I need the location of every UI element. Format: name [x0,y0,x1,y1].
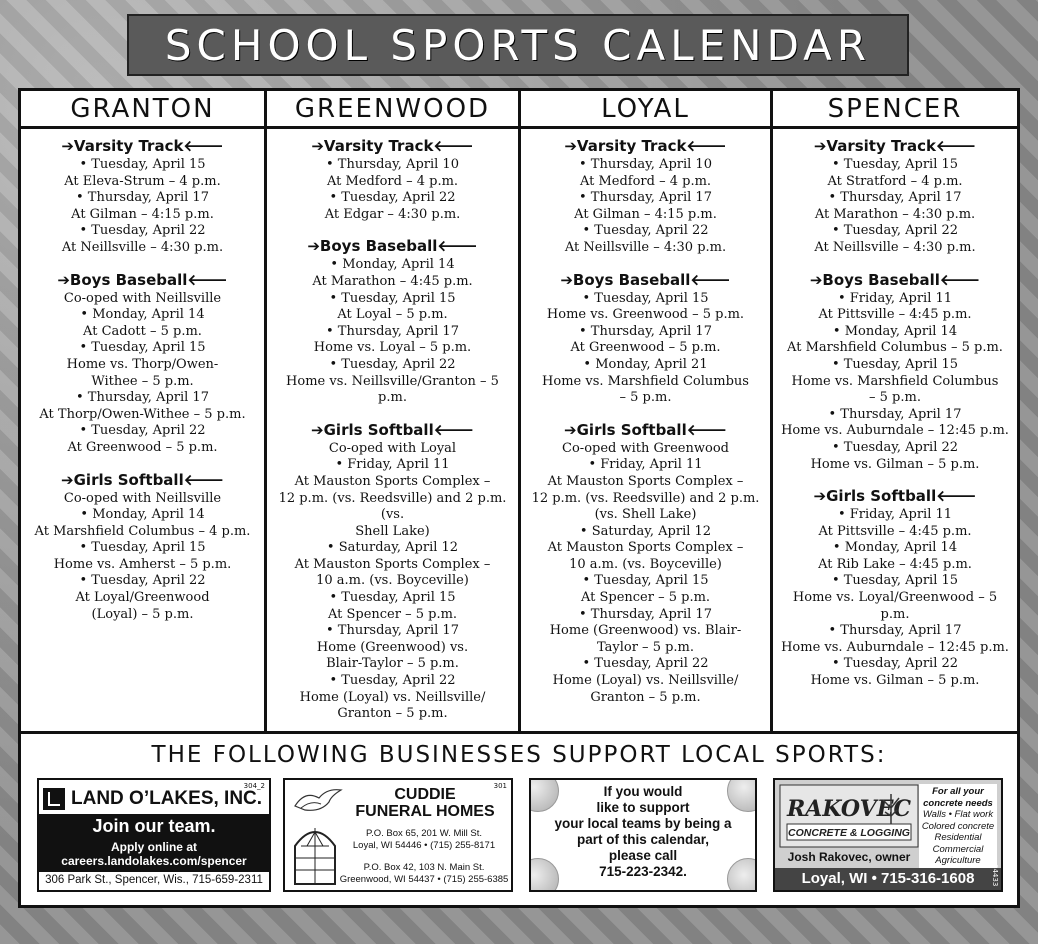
schedule-line: Home vs. Amherst – 5 p.m. [53,556,232,572]
sport-title: ➔Varsity Track🡐 [311,137,474,155]
landolakes-name: LAND O’LAKES, INC. [71,788,263,809]
schedule-line: • Monday, April 14 [330,257,455,273]
schedule-line: • Friday, April 11 [837,290,953,306]
schedule-line: Home vs. Loyal – 5 p.m. [313,340,472,356]
schedule-line: • Tuesday, April 22 [79,573,206,589]
school-name: LOYAL [521,91,770,129]
school-column-loyal [521,91,773,731]
schedule-line: At Marathon – 4:30 p.m. [814,206,976,222]
cuddie-name: CUDDIE FUNERAL HOMES [355,786,495,820]
sport-block [777,487,1013,690]
schedule-line: At Pittsville – 4:45 p.m. [818,307,972,323]
schedule-line: At Stratford – 4 p.m. [827,173,963,189]
rakovec-services: For all your concrete needs Walls • Flat work Colored concrete Residential Commercial Agriculture [919,784,997,869]
schedule-line: At Marshfield Columbus – 4 p.m. [34,523,251,539]
cuddie-ad [283,778,513,892]
sport-title: ➔Boys Baseball🡐 [560,270,731,289]
schedule-line: At Greenwood – 5 p.m. [570,340,721,356]
schedule-line: • Thursday, April 17 [326,323,459,339]
dove-icon [291,786,345,816]
sport-block [25,271,260,457]
rakovec-logo [779,784,919,848]
schedule-line: • Monday, April 14 [832,323,958,339]
landolakes-ad [37,778,271,892]
schedule-line: • Tuesday, April 22 [329,356,456,372]
schedule-line: • Thursday, April 17 [579,323,712,339]
schedule-line: • Thursday, April 17 [828,406,962,422]
sport-block [25,471,260,624]
schedule-line: At Medford – 4 p.m. [579,173,712,189]
schedule-line: Home vs. Loyal/Greenwood – 5 p.m. [792,590,998,622]
schedule-line: Co-oped with Neillsville [63,290,222,306]
schedule-line: • Friday, April 11 [837,507,953,523]
school-name: GREENWOOD [267,91,518,129]
sport-block [777,137,1013,257]
schedule-list [267,129,518,723]
schedule-line: At Spencer – 5 p.m. [327,606,458,622]
schedule-line: • Tuesday, April 22 [329,190,456,206]
rakovec-contact: Loyal, WI • 715-316-1608 [775,868,1001,890]
landolakes-logo [43,786,265,812]
sport-block [271,137,514,223]
schedule-line: At Gilman – 4:15 p.m. [71,206,214,222]
schedule-list [21,129,264,623]
schedule-line: • Monday, April 14 [80,507,205,523]
cuddie-address-greenwood: P.O. Box 42, 103 N. Main St. Greenwood, WI 54437 • (715) 255-6385 [339,862,509,885]
schedule-line: At Spencer – 5 p.m. [580,590,711,606]
schedule-line: Home vs. Auburndale – 12:45 p.m. [781,639,1009,655]
sport-title: ➔Varsity Track🡐 [61,137,224,155]
schedule-line: • Saturday, April 12 [579,523,712,539]
schedule-line: Home vs. Neillsville/Granton – 5 p.m. [286,373,499,406]
schedule-line: • Tuesday, April 22 [831,223,959,239]
schedule-line: • Thursday, April 17 [76,190,209,206]
school-column-spencer [773,91,1017,731]
schedule-line: At Gilman – 4:15 p.m. [574,206,717,222]
schedule-line: • Tuesday, April 15 [831,157,959,172]
sport-title: ➔Girls Softball🡐 [61,470,224,489]
schedule-line: • Tuesday, April 15 [79,540,206,556]
rakovec-logo-name: RAKOVEC [787,796,912,822]
support-text: If you would like to support your local teams by being a part of this calendar, please call 715-223-2342. [554,784,732,879]
schedule-line: Home (Greenwood) vs. Blair- Taylor – 5 p.m. [549,623,742,655]
schedule-line: • Tuesday, April 22 [831,656,959,672]
schedule-line: • Thursday, April 17 [326,623,459,639]
ad-tag: 304_2 [243,782,265,790]
schedule-line: • Tuesday, April 15 [831,356,959,372]
schedule-line: • Thursday, April 10 [579,157,712,172]
schedule-line: At Pittsville – 4:45 p.m. [818,523,972,539]
schedule-line: • Monday, April 21 [583,356,708,372]
schedule-line: Co-oped with Loyal [328,440,457,456]
schedule-line: • Friday, April 11 [335,457,450,473]
schedule-list [521,129,770,706]
schedule-line: At Mauston Sports Complex – 10 a.m. (vs. Boyceville) [294,556,491,589]
schedule-line: At Neillsville – 4:30 p.m. [564,239,727,255]
schedule-line: At Thorp/Owen-Withee – 5 p.m. [39,406,246,422]
schedule-line: • Tuesday, April 22 [582,223,709,239]
school-name: SPENCER [773,91,1017,129]
schedule-line: • Tuesday, April 22 [79,423,206,439]
school-column-granton [21,91,267,731]
landolakes-apply: Apply online at [110,840,197,854]
schedule-line: • Tuesday, April 15 [582,573,709,589]
schedule-line: Home vs. Marshfield Columbus – 5 p.m. [542,373,749,406]
sponsor-section [18,734,1020,908]
schedule-line: • Saturday, April 12 [326,540,459,556]
schedule-line: Home vs. Gilman – 5 p.m. [810,456,980,472]
schedule-line: • Thursday, April 17 [828,623,962,639]
sport-block [25,137,260,257]
schedule-line: At Neillsville – 4:30 p.m. [814,239,976,255]
schedule-line: • Thursday, April 10 [326,157,459,172]
schedule-line: At Eleva-Strum – 4 p.m. [64,173,221,189]
schedule-line: At Edgar – 4:30 p.m. [324,206,461,222]
schedule-line: Home vs. Thorp/Owen- Withee – 5 p.m. [66,356,219,389]
schedule-line: • Tuesday, April 15 [79,340,206,356]
sport-title: ➔Boys Baseball🡐 [307,237,478,256]
schedule-line: At Loyal – 5 p.m. [337,307,448,323]
schedule-line: At Cadott – 5 p.m. [83,323,202,339]
schedule-line: Home (Loyal) vs. Neillsville/ Granton – 5 p.m. [552,673,739,705]
schedule-line: • Monday, April 14 [80,307,205,323]
schedule-line: Home vs. Marshfield Columbus – 5 p.m. [791,373,999,406]
schedule-line: Home vs. Gilman – 5 p.m. [810,673,980,689]
sport-block [271,421,514,723]
schedule-line: Home vs. Auburndale – 12:45 p.m. [781,423,1009,439]
schedule-line: • Thursday, April 17 [579,190,712,206]
schedule-list [773,129,1017,690]
schedule-line: At Medford – 4 p.m. [326,173,459,189]
schedule-line: • Friday, April 11 [588,457,703,473]
title-banner [127,14,909,76]
rakovec-owner: Josh Rakovec, owner [787,850,911,864]
schedule-line: Co-oped with Greenwood [562,440,729,456]
sport-title: ➔Girls Softball🡐 [564,420,727,439]
sport-block [525,271,766,407]
calendar-grid [18,88,1020,734]
schedule-line: At Neillsville – 4:30 p.m. [61,239,224,255]
school-column-greenwood [267,91,521,731]
support-ad [529,778,757,892]
landolakes-url[interactable]: careers.landolakes.com/spencer [61,854,247,868]
schedule-line: • Tuesday, April 15 [329,590,456,606]
schedule-line: Home (Loyal) vs. Neillsville/ Granton – 5 p.m. [299,689,486,722]
school-name: GRANTON [21,91,264,129]
page-title: SCHOOL SPORTS CALENDAR [164,20,872,70]
schedule-line: At Mauston Sports Complex – 12 p.m. (vs. Reedsville) and 2 p.m. (vs. Shell Lake) [531,473,760,523]
sport-block [525,421,766,707]
schedule-line: At Greenwood – 5 p.m. [67,439,218,455]
schedule-line: • Tuesday, April 15 [831,573,959,589]
schedule-line: Home (Greenwood) vs. Blair-Taylor – 5 p.m. [316,639,469,672]
stained-glass-icon [293,824,337,886]
schedule-line: Co-oped with Neillsville [63,490,222,506]
schedule-line: At Rib Lake – 4:45 p.m. [818,556,972,572]
schedule-line: • Tuesday, April 15 [79,157,206,172]
sport-title: ➔Varsity Track🡐 [564,137,727,155]
schedule-line: At Mauston Sports Complex – 12 p.m. (vs. Reedsville) and 2 p.m. (vs. Shell Lake) [278,473,507,539]
schedule-line: • Tuesday, April 22 [831,439,959,455]
landolakes-mark-icon [43,788,65,810]
landolakes-banner [39,814,269,872]
schedule-line: • Thursday, April 17 [76,390,209,406]
schedule-line: At Loyal/Greenwood (Loyal) – 5 p.m. [75,590,210,622]
sport-title: ➔Boys Baseball🡐 [57,270,228,289]
sport-title: ➔Boys Baseball🡐 [809,270,981,289]
rakovec-logo-sub: CONCRETE & LOGGING [788,827,910,839]
schedule-line: At Marathon – 4:45 p.m. [312,273,473,289]
ad-tag: 64433 [991,863,999,886]
schedule-line: • Tuesday, April 22 [79,223,206,239]
landolakes-address: 306 Park St., Spencer, Wis., 715-659-2311 [45,874,263,886]
sport-title: ➔Varsity Track🡐 [813,137,977,155]
schedule-line: • Tuesday, April 15 [329,290,456,306]
ad-tag: 301 [493,782,507,790]
schedule-line: At Marshfield Columbus – 5 p.m. [787,340,1003,356]
rakovec-ad [773,778,1003,892]
schedule-line: • Monday, April 14 [832,540,958,556]
schedule-line: Home vs. Greenwood – 5 p.m. [546,307,745,323]
schedule-line: • Tuesday, April 15 [582,290,709,306]
sponsor-heading: THE FOLLOWING BUSINESSES SUPPORT LOCAL SPORTS: [151,742,887,768]
sport-block [525,137,766,257]
schedule-line: • Tuesday, April 22 [582,656,709,672]
cuddie-address-loyal: P.O. Box 65, 201 W. Mill St. Loyal, WI 54446 • (715) 255-8171 [352,828,496,851]
sport-block [777,271,1013,474]
schedule-line: • Thursday, April 17 [579,606,712,622]
sport-title: ➔Girls Softball🡐 [813,487,977,506]
schedule-line: At Mauston Sports Complex – 10 a.m. (vs. Boyceville) [547,540,744,572]
sport-title: ➔Girls Softball🡐 [311,420,474,439]
schedule-line: • Thursday, April 17 [828,190,962,206]
landolakes-join: Join our team. [92,816,216,836]
sport-block [271,237,514,406]
schedule-line: • Tuesday, April 22 [329,673,456,689]
